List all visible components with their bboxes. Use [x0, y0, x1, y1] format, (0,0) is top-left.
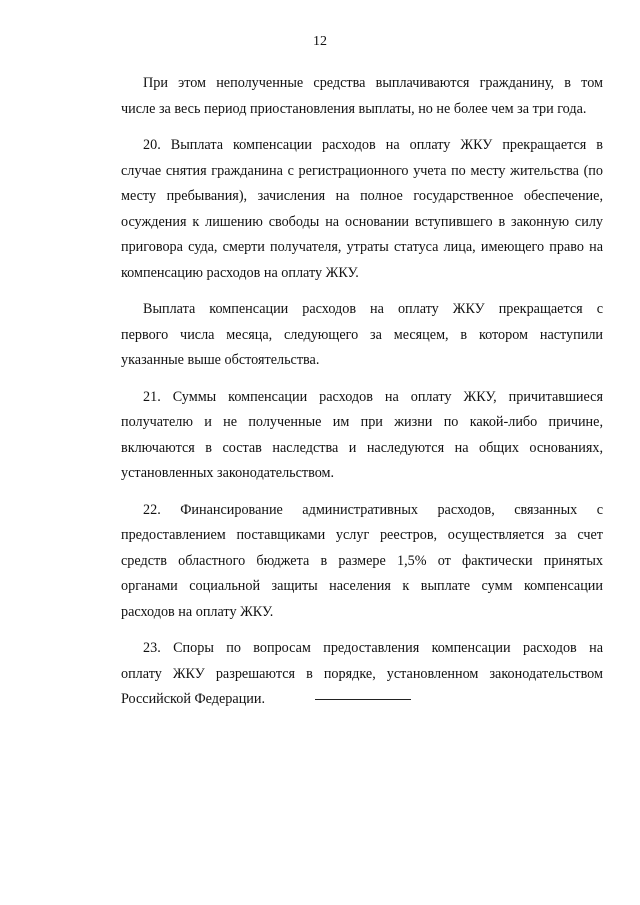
text-line: указанные выше обстоятельства.: [121, 352, 320, 368]
paragraph: [121, 297, 603, 374]
text-line: осуждения к лишению свободы на основании вступившего в законную силу: [121, 213, 603, 230]
paragraph: [121, 636, 603, 713]
paragraph: [121, 385, 603, 487]
text-line: приговора суда, смерти получателя, утраты статуса лица, имеющего право на: [121, 239, 603, 255]
text-line: случае снятия гражданина с регистрационного учета по месту жительства (по: [121, 162, 603, 179]
text-line: установленных законодательством.: [121, 465, 335, 481]
text-line: оплату ЖКУ разрешаются в порядке, установленном законодательством: [121, 665, 603, 682]
text-line: Выплата компенсации расходов на оплату ЖКУ прекращается с: [143, 301, 603, 317]
text-line: средств областного бюджета в размере 1,5% от фактически принятых: [121, 552, 603, 569]
document-body: [121, 71, 603, 724]
text-line: 20. Выплата компенсации расходов на оплату ЖКУ прекращается в: [143, 137, 603, 153]
text-line: включаются в состав наследства и наследуются на общих основаниях,: [121, 439, 603, 456]
paragraph: [121, 498, 603, 626]
text-line: 22. Финансирование административных расходов, связанных с: [143, 501, 603, 518]
text-line: первого числа месяца, следующего за месяцем, в котором наступили: [121, 326, 603, 343]
text-line: получателю и не полученные им при жизни по какой-либо причине,: [121, 414, 603, 430]
text-line: числе за весь период приостановления выплаты, но не более чем за три года.: [121, 100, 587, 117]
closing-rule: [315, 699, 411, 700]
text-line: компенсацию расходов на оплату ЖКУ.: [121, 264, 359, 281]
text-line: расходов на оплату ЖКУ.: [121, 603, 274, 620]
paragraph: [121, 133, 603, 286]
text-line: При этом неполученные средства выплачиваются гражданину, в том: [143, 75, 603, 91]
page-number: 12: [313, 34, 327, 49]
text-line: Российской Федерации.: [121, 691, 266, 707]
text-line: месту пребывания), зачисления на полное государственное обеспечение,: [121, 188, 603, 204]
text-line: предоставлением поставщиками услуг реестров, осуществляется за счет: [121, 527, 603, 543]
text-line: 23. Споры по вопросам предоставления компенсации расходов на: [143, 640, 603, 656]
text-line: органами социальной защиты населения к выплате сумм компенсации: [121, 578, 603, 594]
text-line: 21. Суммы компенсации расходов на оплату ЖКУ, причитавшиеся: [143, 388, 603, 405]
paragraph: [121, 71, 603, 122]
